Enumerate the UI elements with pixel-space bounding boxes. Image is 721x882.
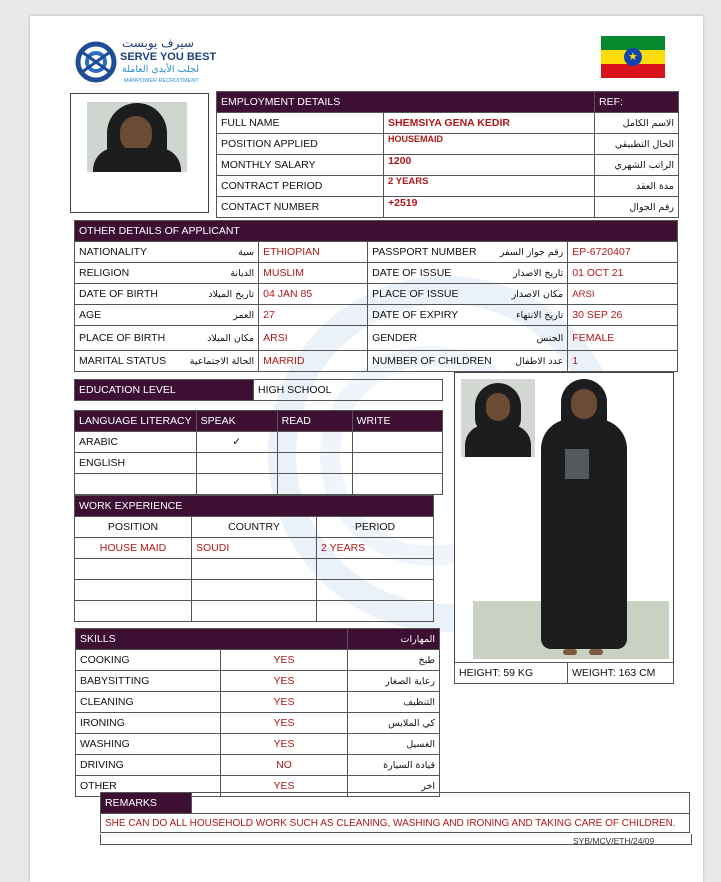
applicant-full-photo xyxy=(454,372,674,684)
contact-number-value: +2519 xyxy=(384,197,595,218)
date-of-expiry-arabic: تاريخ الانتهاء xyxy=(496,305,568,326)
place-of-birth-value: ARSI xyxy=(259,326,368,351)
place-of-birth-label: PLACE OF BIRTH xyxy=(75,326,171,351)
read-check xyxy=(277,453,352,474)
skill-name: CLEANING xyxy=(76,692,221,713)
work-row xyxy=(75,580,434,601)
full-name-label: FULL NAME xyxy=(217,113,384,134)
other-details-grid xyxy=(74,241,678,372)
skill-value: YES xyxy=(221,671,348,692)
position-column: POSITION xyxy=(75,517,192,538)
write-check xyxy=(352,453,442,474)
read-check xyxy=(277,432,352,453)
employment-row xyxy=(217,176,679,197)
marital-status-label: MARITAL STATUS xyxy=(75,351,171,372)
number-of-children-value: 1 xyxy=(568,351,678,372)
period-column: PERIOD xyxy=(317,517,434,538)
skill-value: NO xyxy=(221,755,348,776)
logo-name: SERVE YOU BEST xyxy=(120,51,217,63)
religion-value: MUSLIM xyxy=(259,263,368,284)
logo-knot-icon xyxy=(74,38,118,86)
number-of-children-arabic: عدد الاطفال xyxy=(496,351,568,372)
employment-row xyxy=(217,113,679,134)
skill-value: YES xyxy=(221,734,348,755)
gender-value: FEMALE xyxy=(568,326,678,351)
logo-arabic-name: سيرف يوبست xyxy=(122,36,194,50)
date-of-issue-value: 01 OCT 21 xyxy=(568,263,678,284)
skill-arabic: كي الملابس xyxy=(348,713,440,734)
age-value: 27 xyxy=(259,305,368,326)
work-country xyxy=(192,559,317,580)
nationality-value: ETHIOPIAN xyxy=(259,242,368,263)
speak-header: SPEAK xyxy=(196,411,277,432)
language-literacy-header: LANGUAGE LITERACY xyxy=(75,411,197,432)
skill-row xyxy=(76,734,440,755)
gender-label: GENDER xyxy=(368,326,496,351)
other-details-header-row xyxy=(75,221,678,242)
language-literacy-table xyxy=(74,410,443,495)
monthly-salary-value: 1200 xyxy=(384,155,595,176)
skill-name: OTHER xyxy=(76,776,221,797)
work-columns-row xyxy=(75,517,434,538)
employment-header: EMPLOYMENT DETAILS xyxy=(217,92,595,113)
gender-arabic: الجنس xyxy=(496,326,568,351)
language-row xyxy=(75,432,443,453)
full-name-value: SHEMSIYA GENA KEDIR xyxy=(384,113,595,134)
language-row xyxy=(75,474,443,495)
education-level-value: HIGH SCHOOL xyxy=(254,380,443,401)
position-applied-arabic: الحال التطبيقي xyxy=(594,134,678,155)
language-header-row xyxy=(75,411,443,432)
skill-row xyxy=(76,713,440,734)
skill-row xyxy=(76,650,440,671)
write-check xyxy=(352,474,442,495)
work-country: SOUDI xyxy=(192,538,317,559)
skill-name: DRIVING xyxy=(76,755,221,776)
skill-arabic: التنظيف xyxy=(348,692,440,713)
skill-row xyxy=(76,755,440,776)
age-label: AGE xyxy=(75,305,171,326)
skill-row xyxy=(76,671,440,692)
skill-arabic: اخر xyxy=(348,776,440,797)
speak-check xyxy=(196,453,277,474)
skill-value: YES xyxy=(221,776,348,797)
education-level-table xyxy=(74,379,443,401)
speak-check xyxy=(196,474,277,495)
place-of-birth-arabic: مكان الميلاد xyxy=(170,326,259,351)
employment-header-row xyxy=(217,92,679,113)
contact-number-arabic: رقم الجوال xyxy=(594,197,678,218)
date-of-issue-label: DATE OF ISSUE xyxy=(368,263,496,284)
logo-arabic-tagline: لجلب الأيدي العاملة xyxy=(122,64,200,75)
other-row xyxy=(75,351,678,372)
nationality-label: NATIONALITY xyxy=(75,242,171,263)
skill-value: YES xyxy=(221,713,348,734)
work-header-row xyxy=(75,496,434,517)
contract-period-label: CONTRACT PERIOD xyxy=(217,176,384,197)
marital-status-value: MARRID xyxy=(259,351,368,372)
ethiopian-flag-icon: ★ xyxy=(601,36,665,78)
work-experience-header: WORK EXPERIENCE xyxy=(75,496,434,517)
marital-status-arabic: الحالة الاجتماعية xyxy=(170,351,259,372)
work-country xyxy=(192,601,317,622)
other-details-table xyxy=(74,220,678,242)
other-details-header: OTHER DETAILS OF APPLICANT xyxy=(75,221,678,242)
skills-table xyxy=(75,628,440,797)
passport-number-arabic: رقم جواز السفر xyxy=(496,242,568,263)
employment-row xyxy=(217,155,679,176)
passport-number-value: EP-6720407 xyxy=(568,242,678,263)
date-of-birth-label: DATE OF BIRTH xyxy=(75,284,171,305)
work-position: HOUSE MAID xyxy=(75,538,192,559)
write-check xyxy=(352,432,442,453)
language-row xyxy=(75,453,443,474)
skill-name: COOKING xyxy=(76,650,221,671)
employment-row xyxy=(217,134,679,155)
other-row xyxy=(75,326,678,351)
skills-header: SKILLS xyxy=(76,629,348,650)
read-check xyxy=(277,474,352,495)
write-header: WRITE xyxy=(352,411,442,432)
religion-label: RELIGION xyxy=(75,263,171,284)
work-row xyxy=(75,559,434,580)
position-applied-value: HOUSEMAID xyxy=(384,134,595,155)
number-of-children-label: NUMBER OF CHILDREN xyxy=(368,351,496,372)
weight-value: WEIGHT: 163 CM xyxy=(568,663,674,684)
reference-code: SYB/MCV/ETH/24/09 xyxy=(573,836,655,846)
face-inset-photo xyxy=(461,379,535,457)
work-period xyxy=(317,580,434,601)
country-column: COUNTRY xyxy=(192,517,317,538)
contract-period-arabic: مدة العقد xyxy=(594,176,678,197)
speak-check: ✓ xyxy=(196,432,277,453)
skill-value: YES xyxy=(221,650,348,671)
skill-arabic: الغسيل xyxy=(348,734,440,755)
other-row xyxy=(75,263,678,284)
date-of-expiry-label: DATE OF EXPIRY xyxy=(368,305,496,326)
age-arabic: العمر xyxy=(170,305,259,326)
place-of-issue-value: ARSI xyxy=(568,284,678,305)
remarks-header: REMARKS xyxy=(101,793,192,814)
skill-arabic: رعاية الصغار xyxy=(348,671,440,692)
work-period xyxy=(317,601,434,622)
language-name: ARABIC xyxy=(75,432,197,453)
skills-header-arabic: المهارات xyxy=(348,629,440,650)
date-of-birth-value: 04 JAN 85 xyxy=(259,284,368,305)
remarks-text: SHE CAN DO ALL HOUSEHOLD WORK SUCH AS CLEANING, WASHING AND IRONING AND TAKING CARE OF CHILDREN. xyxy=(101,814,690,833)
monthly-salary-label: MONTHLY SALARY xyxy=(217,155,384,176)
date-of-birth-arabic: تاريخ الميلاد xyxy=(170,284,259,305)
skill-name: BABYSITTING xyxy=(76,671,221,692)
passport-number-label: PASSPORT NUMBER xyxy=(368,242,496,263)
height-value: HEIGHT: 59 KG xyxy=(455,663,568,684)
work-row xyxy=(75,601,434,622)
work-period xyxy=(317,559,434,580)
language-name xyxy=(75,474,197,495)
work-position xyxy=(75,601,192,622)
work-period: 2 YEARS xyxy=(317,538,434,559)
work-position xyxy=(75,580,192,601)
skill-name: WASHING xyxy=(76,734,221,755)
place-of-issue-label: PLACE OF ISSUE xyxy=(368,284,496,305)
cv-page xyxy=(30,16,703,882)
work-country xyxy=(192,580,317,601)
other-row xyxy=(75,284,678,305)
skill-arabic: قيادة السيارة xyxy=(348,755,440,776)
education-level-label: EDUCATION LEVEL xyxy=(75,380,254,401)
other-row xyxy=(75,242,678,263)
employment-row xyxy=(217,197,679,218)
place-of-issue-arabic: مكان الاصدار xyxy=(496,284,568,305)
skills-header-row xyxy=(76,629,440,650)
skill-value: YES xyxy=(221,692,348,713)
remarks-table xyxy=(100,792,690,833)
language-name: ENGLISH xyxy=(75,453,197,474)
company-logo xyxy=(74,36,224,96)
work-position xyxy=(75,559,192,580)
measurements-table xyxy=(454,662,674,684)
ref-label: REF: xyxy=(594,92,678,113)
religion-arabic: الديانة xyxy=(170,263,259,284)
monthly-salary-arabic: الراتب الشهري xyxy=(594,155,678,176)
skill-row xyxy=(76,692,440,713)
applicant-face-photo xyxy=(70,93,209,213)
work-row xyxy=(75,538,434,559)
logo-tagline: MANPOWER RECRUITMENT xyxy=(124,78,199,84)
work-experience-table xyxy=(74,495,434,622)
position-applied-label: POSITION APPLIED xyxy=(217,134,384,155)
contact-number-label: CONTACT NUMBER xyxy=(217,197,384,218)
skill-name: IRONING xyxy=(76,713,221,734)
nationality-arabic: سية xyxy=(170,242,259,263)
read-header: READ xyxy=(277,411,352,432)
skill-arabic: طبخ xyxy=(348,650,440,671)
employment-details-table xyxy=(216,91,679,218)
full-name-arabic: الاسم الكامل xyxy=(594,113,678,134)
contract-period-value: 2 YEARS xyxy=(384,176,595,197)
date-of-expiry-value: 30 SEP 26 xyxy=(568,305,678,326)
other-row xyxy=(75,305,678,326)
date-of-issue-arabic: تاريخ الاصدار xyxy=(496,263,568,284)
